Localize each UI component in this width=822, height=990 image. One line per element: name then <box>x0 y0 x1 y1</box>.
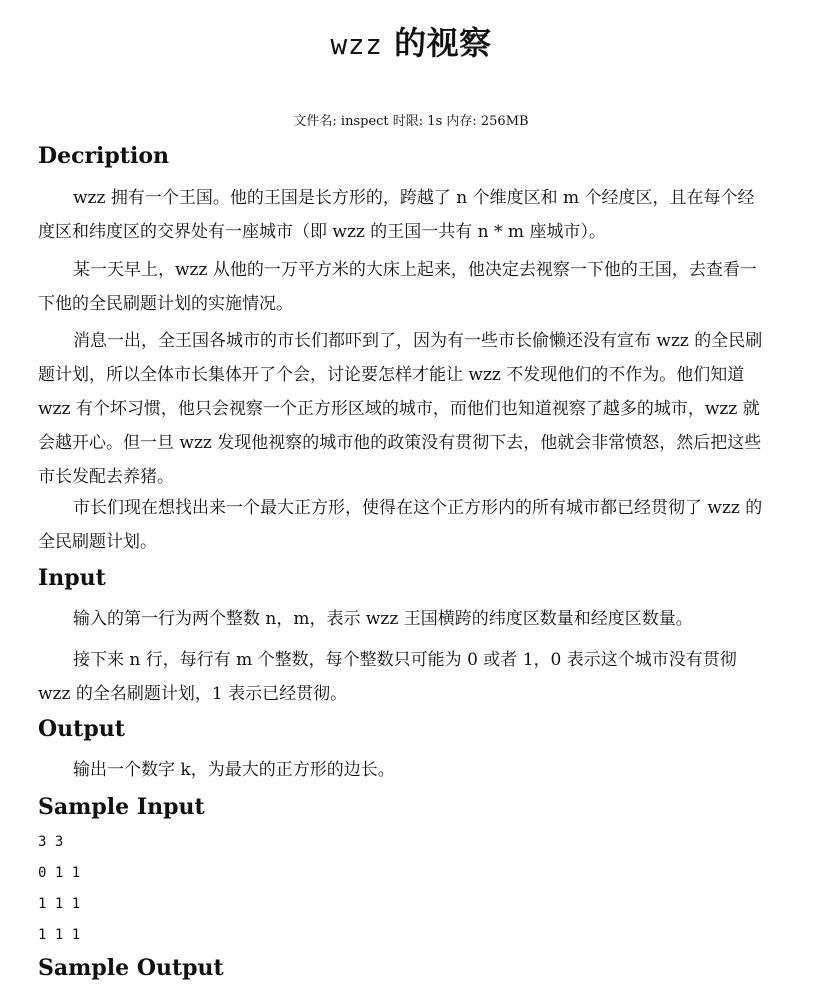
problem-meta: 文件名: inspect 时限: 1s 内存: 256MB <box>293 114 529 129</box>
page-title-latin: wzz <box>330 28 383 61</box>
output-heading: Output <box>38 716 125 742</box>
page-title-rest: 的视察 <box>382 24 492 62</box>
description-paragraph-4: 市长们现在想找出来一个最大正方形，使得在这个正方形内的所有城市都已经贯彻了 wzz 的全民刷题计划。 <box>38 498 763 552</box>
description-paragraph-1: wzz 拥有一个王国。他的王国是长方形的，跨越了 n 个维度区和 m 个经度区，且在每个经度区和纬度区的交界处有一座城市（即 wzz 的王国一共有 n * m 座城市）。 <box>38 188 755 242</box>
input-paragraph-2: 接下来 n 行，每行有 m 个整数，每个整数只可能为 0 或者 1，0 表示这个城市没有贯彻 wzz 的全名刷题计划，1 表示已经贯彻。 <box>38 650 737 704</box>
sample-input-line-1: 3 3 <box>38 834 64 850</box>
sample-input-line-2: 0 1 1 <box>38 865 81 881</box>
description-paragraph-2: 某一天早上，wzz 从他的一万平方米的大床上起来，他决定去视察一下他的王国，去查看一下他的全民刷题计划的实施情况。 <box>38 260 757 314</box>
sample-input-line-4: 1 1 1 <box>38 927 81 943</box>
sample-output-heading: Sample Output <box>38 955 224 981</box>
sample-input-line-3: 1 1 1 <box>38 896 81 912</box>
input-paragraph-1: 输入的第一行为两个整数 n，m，表示 wzz 王国横跨的纬度区数量和经度区数量。 <box>73 609 693 629</box>
output-paragraph-1: 输出一个数字 k，为最大的正方形的边长。 <box>73 760 395 780</box>
description-heading: Decription <box>38 143 169 169</box>
description-paragraph-3: 消息一出，全王国各城市的市长们都吓到了，因为有一些市长偷懒还没有宣布 wzz 的全民刷题计划，所以全体市长集体开了个会，讨论要怎样才能让 wzz 不发现他们的不作为。他们知道 wzz 有个坏习惯，他只会视察一个正方形区域的城市，而他们也知道视察了越多的城市，wzz 就会越开心。但一旦 wzz 发现他视察的城市他的政策没有贯彻下去，他就会非常愤怒，然后把这些市长发配去养猪。 <box>38 331 763 487</box>
sample-input-heading: Sample Input <box>38 794 205 820</box>
page-title <box>0 18 822 64</box>
input-heading: Input <box>38 565 106 591</box>
